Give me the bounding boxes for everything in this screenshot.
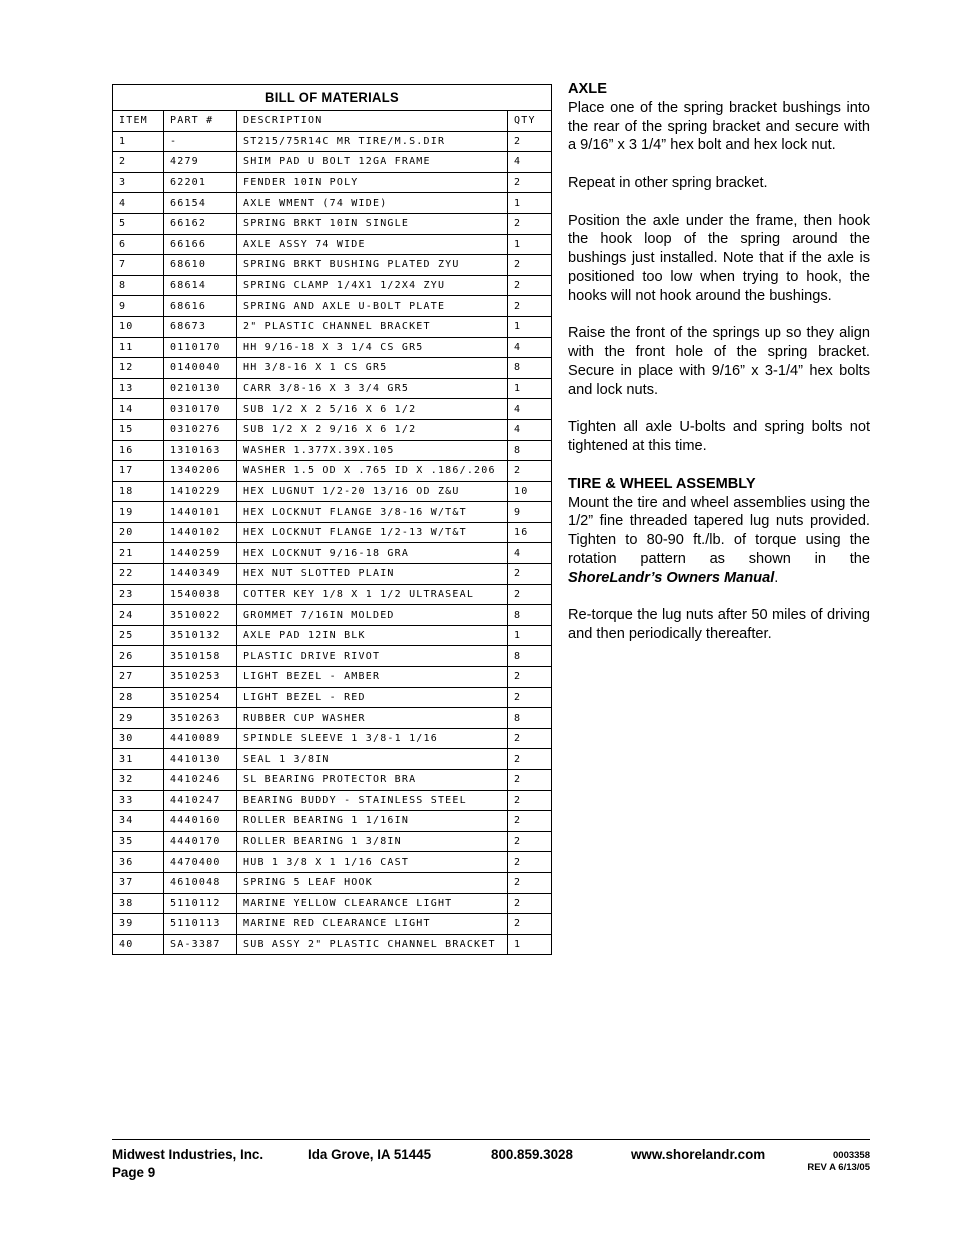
description-cell: HEX LOCKNUT FLANGE 1/2-13 W/T&T	[237, 522, 508, 543]
quantity-cell: 8	[508, 605, 552, 626]
description-cell: ST215/75R14C MR TIRE/M.S.DIR	[237, 131, 508, 152]
item-number-cell: 40	[113, 934, 164, 955]
quantity-cell: 1	[508, 378, 552, 399]
table-row	[113, 934, 552, 955]
footer-phone: 800.859.3028	[491, 1147, 573, 1162]
table-row	[113, 667, 552, 688]
item-number-cell: 26	[113, 646, 164, 667]
table-row	[113, 461, 552, 482]
footer-location: Ida Grove, IA 51445	[308, 1147, 432, 1162]
item-number-cell: 12	[113, 358, 164, 379]
part-number-cell: -	[164, 131, 237, 152]
description-cell: PLASTIC DRIVE RIVOT	[237, 646, 508, 667]
part-number-cell: 3510253	[164, 667, 237, 688]
quantity-cell: 16	[508, 522, 552, 543]
quantity-cell: 2	[508, 914, 552, 935]
description-cell: HEX NUT SLOTTED PLAIN	[237, 564, 508, 585]
table-row	[113, 584, 552, 605]
table-row	[113, 152, 552, 173]
table-row	[113, 564, 552, 585]
axle-paragraph-1: Place one of the spring bracket bushings into the rear of the spring bracket and secure with a 9/16” x 3 1/4” hex bolt and hex lock nut.	[568, 99, 870, 154]
item-number-cell: 33	[113, 790, 164, 811]
quantity-cell: 1	[508, 316, 552, 337]
description-cell: AXLE WMENT (74 WIDE)	[237, 193, 508, 214]
quantity-cell: 4	[508, 419, 552, 440]
part-number-cell: 1340206	[164, 461, 237, 482]
quantity-cell: 2	[508, 852, 552, 873]
part-number-cell: 3510158	[164, 646, 237, 667]
part-number-cell: 3510263	[164, 708, 237, 729]
description-cell: SPRING BRKT BUSHING PLATED ZYU	[237, 255, 508, 276]
item-number-cell: 38	[113, 893, 164, 914]
part-number-cell: 68610	[164, 255, 237, 276]
table-row	[113, 193, 552, 214]
description-cell: ROLLER BEARING 1 1/16IN	[237, 811, 508, 832]
item-number-cell: 21	[113, 543, 164, 564]
part-number-cell: 0310170	[164, 399, 237, 420]
part-number-cell: 1540038	[164, 584, 237, 605]
part-number-cell: 1440101	[164, 502, 237, 523]
axle-heading: AXLE	[568, 81, 607, 97]
bill-of-materials-table	[112, 84, 552, 955]
footer-divider	[112, 1139, 870, 1140]
item-number-cell: 19	[113, 502, 164, 523]
quantity-cell: 4	[508, 399, 552, 420]
table-row	[113, 316, 552, 337]
tire-p1-end: .	[774, 569, 779, 586]
quantity-cell: 2	[508, 770, 552, 791]
item-number-cell: 35	[113, 831, 164, 852]
table-row	[113, 728, 552, 749]
table-row	[113, 605, 552, 626]
item-number-cell: 5	[113, 213, 164, 234]
item-number-cell: 2	[113, 152, 164, 173]
description-cell: CARR 3/8-16 X 3 3/4 GR5	[237, 378, 508, 399]
table-row	[113, 213, 552, 234]
part-number-cell: SA-3387	[164, 934, 237, 955]
quantity-cell: 2	[508, 687, 552, 708]
table-row	[113, 790, 552, 811]
item-number-cell: 31	[113, 749, 164, 770]
item-number-cell: 39	[113, 914, 164, 935]
table-row	[113, 749, 552, 770]
description-cell: SPRING 5 LEAF HOOK	[237, 872, 508, 893]
quantity-cell: 4	[508, 337, 552, 358]
part-number-cell: 1310163	[164, 440, 237, 461]
quantity-cell: 2	[508, 831, 552, 852]
part-number-cell: 4410246	[164, 770, 237, 791]
part-number-cell: 3510254	[164, 687, 237, 708]
part-number-cell: 66166	[164, 234, 237, 255]
description-cell: SPRING CLAMP 1/4X1 1/2X4 ZYU	[237, 275, 508, 296]
item-number-cell: 4	[113, 193, 164, 214]
part-number-cell: 68673	[164, 316, 237, 337]
description-cell: MARINE YELLOW CLEARANCE LIGHT	[237, 893, 508, 914]
item-number-cell: 24	[113, 605, 164, 626]
part-number-cell: 4410247	[164, 790, 237, 811]
item-number-cell: 29	[113, 708, 164, 729]
quantity-cell: 2	[508, 172, 552, 193]
quantity-cell: 10	[508, 481, 552, 502]
quantity-cell: 2	[508, 790, 552, 811]
item-number-cell: 37	[113, 872, 164, 893]
table-row	[113, 296, 552, 317]
axle-paragraph-2: Repeat in other spring bracket.	[568, 174, 768, 191]
part-number-cell: 4410089	[164, 728, 237, 749]
description-cell: ROLLER BEARING 1 3/8IN	[237, 831, 508, 852]
table-row	[113, 708, 552, 729]
description-cell: SL BEARING PROTECTOR BRA	[237, 770, 508, 791]
description-cell: SPRING BRKT 10IN SINGLE	[237, 213, 508, 234]
part-number-cell: 1410229	[164, 481, 237, 502]
item-number-cell: 28	[113, 687, 164, 708]
part-number-cell: 0110170	[164, 337, 237, 358]
tire-paragraph-1	[568, 494, 870, 588]
description-cell: HEX LUGNUT 1/2-20 13/16 OD Z&U	[237, 481, 508, 502]
quantity-cell: 2	[508, 131, 552, 152]
item-number-cell: 27	[113, 667, 164, 688]
bom-title: BILL OF MATERIALS	[112, 84, 552, 110]
table-row	[113, 337, 552, 358]
table-row	[113, 893, 552, 914]
item-number-cell: 9	[113, 296, 164, 317]
part-number-cell: 4610048	[164, 872, 237, 893]
quantity-cell: 8	[508, 358, 552, 379]
header-item: ITEM	[113, 111, 164, 132]
part-number-cell: 5110112	[164, 893, 237, 914]
description-cell: HUB 1 3/8 X 1 1/16 CAST	[237, 852, 508, 873]
part-number-cell: 1440259	[164, 543, 237, 564]
description-cell: HH 9/16-18 X 3 1/4 CS GR5	[237, 337, 508, 358]
table-row	[113, 399, 552, 420]
quantity-cell: 1	[508, 193, 552, 214]
part-number-cell: 4410130	[164, 749, 237, 770]
quantity-cell: 2	[508, 255, 552, 276]
instructions-column	[568, 80, 870, 663]
description-cell: LIGHT BEZEL - AMBER	[237, 667, 508, 688]
tire-p1-start: Mount the tire and wheel assemblies using the 1/2” fine threaded tapered lug nuts provided. Tighten to 80-90 ft./lb. of torque using the rotation pattern as shown in the	[568, 494, 870, 567]
description-cell: RUBBER CUP WASHER	[237, 708, 508, 729]
quantity-cell: 2	[508, 749, 552, 770]
table-row	[113, 275, 552, 296]
part-number-cell: 5110113	[164, 914, 237, 935]
table-row	[113, 811, 552, 832]
part-number-cell: 0140040	[164, 358, 237, 379]
quantity-cell: 2	[508, 811, 552, 832]
description-cell: LIGHT BEZEL - RED	[237, 687, 508, 708]
table-row	[113, 255, 552, 276]
quantity-cell: 2	[508, 584, 552, 605]
axle-paragraph-5: Tighten all axle U-bolts and spring bolts not tightened at this time.	[568, 419, 870, 455]
footer-website: www.shorelandr.com	[631, 1147, 766, 1162]
table-row	[113, 440, 552, 461]
description-cell: HH 3/8-16 X 1 CS GR5	[237, 358, 508, 379]
part-number-cell: 4470400	[164, 852, 237, 873]
item-number-cell: 1	[113, 131, 164, 152]
description-cell: HEX LOCKNUT FLANGE 3/8-16 W/T&T	[237, 502, 508, 523]
part-number-cell: 0310276	[164, 419, 237, 440]
quantity-cell: 2	[508, 296, 552, 317]
description-cell: SHIM PAD U BOLT 12GA FRAME	[237, 152, 508, 173]
part-number-cell: 4279	[164, 152, 237, 173]
tire-paragraph-2: Re-torque the lug nuts after 50 miles of driving and then periodically thereafter.	[568, 607, 870, 643]
table-row	[113, 234, 552, 255]
description-cell: MARINE RED CLEARANCE LIGHT	[237, 914, 508, 935]
item-number-cell: 16	[113, 440, 164, 461]
item-number-cell: 23	[113, 584, 164, 605]
item-number-cell: 22	[113, 564, 164, 585]
quantity-cell: 2	[508, 564, 552, 585]
table-row	[113, 502, 552, 523]
description-cell: SUB ASSY 2" PLASTIC CHANNEL BRACKET	[237, 934, 508, 955]
description-cell: GROMMET 7/16IN MOLDED	[237, 605, 508, 626]
table-row	[113, 131, 552, 152]
table-row	[113, 831, 552, 852]
quantity-cell: 8	[508, 646, 552, 667]
table-row	[113, 358, 552, 379]
table-row	[113, 852, 552, 873]
part-number-cell: 68616	[164, 296, 237, 317]
table-row	[113, 481, 552, 502]
part-number-cell: 66162	[164, 213, 237, 234]
table-row	[113, 625, 552, 646]
item-number-cell: 36	[113, 852, 164, 873]
axle-paragraph-3: Position the axle under the frame, then hook the hook loop of the spring around the bushings just installed. Note that if the axle is positioned too low when trying to hook, the hooks will not hook around the bushings.	[568, 212, 870, 304]
item-number-cell: 10	[113, 316, 164, 337]
table-row	[113, 419, 552, 440]
description-cell: SPRING AND AXLE U-BOLT PLATE	[237, 296, 508, 317]
description-cell: BEARING BUDDY - STAINLESS STEEL	[237, 790, 508, 811]
item-number-cell: 3	[113, 172, 164, 193]
item-number-cell: 14	[113, 399, 164, 420]
description-cell: 2" PLASTIC CHANNEL BRACKET	[237, 316, 508, 337]
item-number-cell: 15	[113, 419, 164, 440]
part-number-cell: 66154	[164, 193, 237, 214]
table-row	[113, 872, 552, 893]
quantity-cell: 2	[508, 872, 552, 893]
footer-revision: REV A 6/13/05	[807, 1162, 870, 1173]
quantity-cell: 8	[508, 440, 552, 461]
description-cell: SUB 1/2 X 2 5/16 X 6 1/2	[237, 399, 508, 420]
description-cell: AXLE ASSY 74 WIDE	[237, 234, 508, 255]
description-cell: COTTER KEY 1/8 X 1 1/2 ULTRASEAL	[237, 584, 508, 605]
part-number-cell: 0210130	[164, 378, 237, 399]
item-number-cell: 25	[113, 625, 164, 646]
bom-body	[113, 131, 552, 955]
item-number-cell: 32	[113, 770, 164, 791]
description-cell: WASHER 1.377X.39X.105	[237, 440, 508, 461]
item-number-cell: 18	[113, 481, 164, 502]
quantity-cell: 2	[508, 213, 552, 234]
bom-header-row	[113, 111, 552, 132]
quantity-cell: 2	[508, 667, 552, 688]
part-number-cell: 68614	[164, 275, 237, 296]
quantity-cell: 2	[508, 275, 552, 296]
table-row	[113, 378, 552, 399]
quantity-cell: 4	[508, 152, 552, 173]
table-row	[113, 914, 552, 935]
part-number-cell: 3510022	[164, 605, 237, 626]
description-cell: SPINDLE SLEEVE 1 3/8-1 1/16	[237, 728, 508, 749]
header-description: DESCRIPTION	[237, 111, 508, 132]
description-cell: SEAL 1 3/8IN	[237, 749, 508, 770]
item-number-cell: 30	[113, 728, 164, 749]
footer-doc-number: 0003358	[833, 1150, 870, 1161]
part-number-cell: 3510132	[164, 625, 237, 646]
item-number-cell: 11	[113, 337, 164, 358]
part-number-cell: 62201	[164, 172, 237, 193]
item-number-cell: 34	[113, 811, 164, 832]
quantity-cell: 2	[508, 461, 552, 482]
header-qty: QTY	[508, 111, 552, 132]
quantity-cell: 2	[508, 728, 552, 749]
quantity-cell: 9	[508, 502, 552, 523]
table-row	[113, 172, 552, 193]
item-number-cell: 20	[113, 522, 164, 543]
item-number-cell: 7	[113, 255, 164, 276]
axle-paragraph-4: Raise the front of the springs up so they align with the front hole of the spring bracket. Secure in place with 9/16” x 3-1/4” hex bolts and lock nuts.	[568, 325, 870, 398]
table-row	[113, 543, 552, 564]
item-number-cell: 13	[113, 378, 164, 399]
quantity-cell: 1	[508, 934, 552, 955]
header-part: PART #	[164, 111, 237, 132]
description-cell: SUB 1/2 X 2 9/16 X 6 1/2	[237, 419, 508, 440]
footer-company: Midwest Industries, Inc.	[112, 1147, 264, 1162]
quantity-cell: 2	[508, 893, 552, 914]
owners-manual-reference: ShoreLandr’s Owners Manual	[568, 569, 775, 586]
table-row	[113, 522, 552, 543]
description-cell: FENDER 10IN POLY	[237, 172, 508, 193]
description-cell: WASHER 1.5 OD X .765 ID X .186/.206	[237, 461, 508, 482]
tire-heading: TIRE & WHEEL ASSEMBLY	[568, 475, 756, 492]
table-row	[113, 770, 552, 791]
item-number-cell: 8	[113, 275, 164, 296]
item-number-cell: 17	[113, 461, 164, 482]
part-number-cell: 4440160	[164, 811, 237, 832]
footer-page-number: Page 9	[112, 1165, 156, 1180]
part-number-cell: 4440170	[164, 831, 237, 852]
quantity-cell: 1	[508, 234, 552, 255]
quantity-cell: 8	[508, 708, 552, 729]
quantity-cell: 4	[508, 543, 552, 564]
item-number-cell: 6	[113, 234, 164, 255]
part-number-cell: 1440102	[164, 522, 237, 543]
part-number-cell: 1440349	[164, 564, 237, 585]
description-cell: AXLE PAD 12IN BLK	[237, 625, 508, 646]
table-row	[113, 687, 552, 708]
description-cell: HEX LOCKNUT 9/16-18 GRA	[237, 543, 508, 564]
table-row	[113, 646, 552, 667]
quantity-cell: 1	[508, 625, 552, 646]
